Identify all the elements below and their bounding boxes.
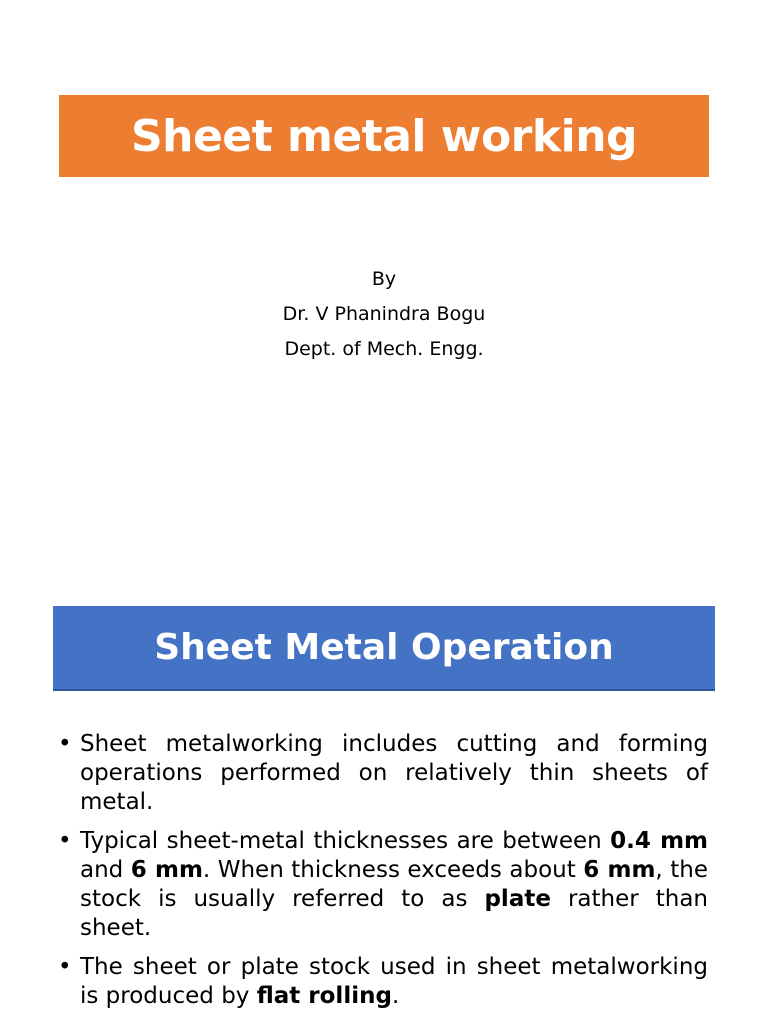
text-run: , the stock is usually referred to as [80, 857, 708, 912]
text-run: Sheet metalworking includes cutting and forming operations performed on relatively thin sheets of metal. [80, 731, 708, 815]
section-title: Sheet Metal Operation [154, 627, 614, 668]
byline-department: Dept. of Mech. Engg. [284, 338, 484, 360]
text-run: . When thickness exceeds about [202, 857, 584, 883]
bullet-item [58, 953, 708, 1011]
bold-term: 6 mm [583, 857, 656, 883]
bullet-text [80, 954, 708, 1009]
text-run: and [80, 857, 131, 883]
bullet-list [58, 730, 708, 1021]
slide-title: Sheet metal working [130, 110, 638, 162]
byline-author: Dr. V Phanindra Bogu [282, 303, 486, 325]
content-slide [0, 560, 768, 1024]
bullet-marker: • [58, 828, 72, 854]
bullet-item [58, 730, 708, 817]
bullet-text [80, 828, 708, 941]
bullet-item [58, 827, 708, 943]
bold-term: 6 mm [130, 857, 203, 883]
bold-term: flat rolling [256, 983, 392, 1009]
byline [0, 262, 768, 367]
bullet-marker: • [58, 731, 72, 757]
text-run: Typical sheet-metal thicknesses are between [80, 828, 611, 854]
title-banner [59, 95, 709, 177]
bullet-marker: • [58, 954, 72, 980]
bold-term: 0.4 mm [610, 828, 709, 854]
text-run: The sheet or plate stock used in sheet metalworking is produced by [80, 954, 708, 1009]
section-banner [53, 606, 715, 691]
text-run: . [391, 983, 400, 1009]
text-run: rather than sheet. [80, 886, 709, 941]
bullet-text [80, 731, 708, 815]
byline-by: By [371, 268, 397, 290]
bold-term: plate [484, 886, 551, 912]
